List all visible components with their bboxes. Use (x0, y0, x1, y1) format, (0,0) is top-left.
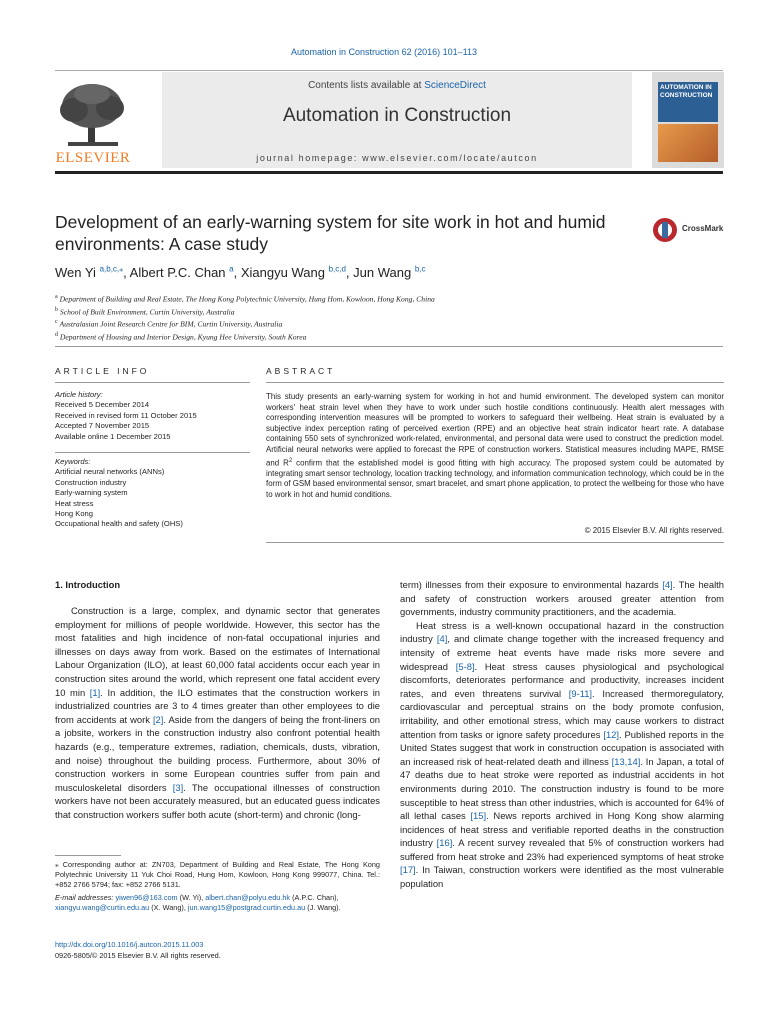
crossmark-icon (652, 216, 678, 244)
body-paragraph: Construction is a large, complex, and dynamic sector that generates employment for millions of people worldwide. However, this sector has the most fatalities and high incidence of non-fatal occupational injuries and illnesses on days away from work. Based on the estimates of International Labour Organization (ILO), at least 60,000 fatal accidents occur each year in construction sites around the world, which represent one fatal accident every 10 min [1]. In addition, the ILO estimates that the construction workers in industrialized countries are 3 to 4 times greater than other employees to die from accidents at work [2]. Aside from the dangers of being the front-liners on a jobsite, workers in the construction industry also confront potential health hazards (e.g., temperature extremes, radiation, chemicals, dusts, vibration, and noise) throughout the building process. Furthermore, about 30% of construction workers in some European countries suffer from pain and musculoskeletal disorders [3]. The occupational illnesses of construction workers have not been accurately measured, but an educated guess indicates that construction workers suffer both acute (short-term) and chronic (long- (55, 605, 381, 820)
citation-link[interactable]: [17] (400, 864, 416, 876)
body-paragraph: Heat stress is a well-known occupational hazard in the construction industry [4], and climate change together with the increased frequency and intensity of extreme heat events have made risks more severe and widespread [5-8]. Heat stress causes physiological and psychological discomforts, deteriorates performance and productivity, increases incident rates, and even threatens survival [9-11]. Increased thermoregulatory, cardiovascular and perceptual strains on the body promote confusion, irritability, and other emotional stress, which may cause workers to distract attention from tasks or ignore safety procedures [12]. Published reports in the United States suggest that work in construction occupation is associated with an increased risk of heat-related death and illness [13,14]. In Japan, a total of 47 deaths due to heat stroke were reported as industrial accidents in hot environments during 2010. The construction industry is found to be more susceptible to heat stress than other industries, which is accounted for 64% of all lethal cases [15]. News reports archived in Hong Kong show alarming incidences of heat stress and verifiable reported deaths in the construction industry [16]. A recent survey revealed that 5% of construction workers had suffered from heat stroke and 23% had experienced symptoms of heat stroke [17]. In Taiwan, construction workers were identified as the most vulnerable population (400, 619, 724, 890)
header-bottom-rule (55, 171, 723, 174)
abstract-bottom-rule (266, 542, 724, 543)
affiliations (55, 292, 723, 343)
elsevier-wordmark: ELSEVIER (55, 150, 131, 166)
body-paragraph: term) illnesses from their exposure to environmental hazards [4]. The health and safety of construction workers aroused greater attention from governments, industry community practitioners, and the academia. (400, 579, 725, 618)
citation-link[interactable]: [9-11] (568, 687, 593, 699)
email-footnote: E-mail addresses: yiwen96@163.com (W. Yi), albert.chan@polyu.edu.hk (A.P.C. Chan), xiangyu.wang@curtin.edu.au (X. Wang), jun.wang15@postgrad.curtin.edu.au (J. Wang). (55, 893, 341, 912)
elsevier-logo (52, 78, 134, 168)
history-item: Received in revised form 11 October 2015 (55, 410, 197, 420)
keyword: Construction industry (55, 477, 127, 487)
sciencedirect-link[interactable]: ScienceDirect (424, 80, 486, 91)
keyword: Early-warning system (55, 488, 128, 498)
citation-link[interactable]: [15] (470, 810, 487, 822)
doi-link[interactable]: http://dx.doi.org/10.1016/j.autcon.2015.11.003 (55, 940, 204, 949)
journal-homepage[interactable]: journal homepage: www.elsevier.com/locate/autcon (256, 153, 538, 163)
cover-title: AUTOMATION IN CONSTRUCTION (660, 84, 713, 99)
citation-link[interactable]: [13,14] (611, 755, 641, 767)
header-top-rule (55, 70, 723, 71)
author[interactable]: Xiangyu Wang $^{b,c,d}$, (240, 265, 354, 281)
email-link[interactable]: albert.chan@polyu.edu.hk (205, 893, 291, 902)
article-info-rule (55, 382, 250, 383)
crossmark-badge[interactable] (652, 216, 732, 244)
keywords-rule (55, 452, 250, 453)
citation-link[interactable]: [4] (436, 633, 448, 645)
author[interactable]: Albert P.C. Chan $^a$, (129, 265, 241, 281)
history-item: Available online 1 December 2015 (55, 431, 171, 441)
crossmark-label: CrossMark (682, 224, 724, 233)
citation-link[interactable]: [3] (172, 781, 184, 793)
citation-link[interactable]: [5-8] (455, 660, 475, 672)
corresponding-star: ⁎ (119, 265, 124, 274)
affiliation-rule (55, 346, 723, 347)
keyword: Artificial neural networks (ANNs) (55, 467, 165, 477)
affiliation: $^b$ School of Built Environment, Curtin University, Australia (55, 306, 235, 317)
article-history: Article history: Received 5 December 2014 Received in revised form 11 October 2015 Accepted 7 November 2015 Available online 1 December 2015 (55, 390, 255, 442)
journal-citation[interactable]: Automation in Construction 62 (2016) 101–113 (291, 47, 477, 57)
keywords: Keywords: Artificial neural networks (ANNs) Construction industry Early-warning system Heat stress Hong Kong Occupational health and safety (OHS) (55, 457, 255, 530)
abstract-text: This study presents an early-warning system for working in hot and humid environment. The developed system can monitor workers' heat strain level when they have to work under such hostile conditions continuously. Health alert messages with corresponding intervention measures will be prompted to workers to safeguard their wellbeing. Heat strain is evaluated by a subjective index perception rating of perceived exertion (RPE) and an objective heat strain indicator heart rate. A database containing 550 sets of synchronized work-related, environmental, and personal data were used to construct the prediction model. Artificial neural networks were applied to forecast the RPE of construction workers. Statistical measures including MAPE, RMSE and $R^2$ confirm that the established model is good fitting with high accuracy. The proposed system could be automated by integrating smart sensor technology, location tracking technology, and information communication technology, which could be in the form of GSM based environmental sensor, smart bracelet, and smart phone application, to protect the wellbeing for those who have to work in hot and humid conditions. (266, 392, 724, 499)
email-link[interactable]: xiangyu.wang@curtin.edu.au (55, 902, 150, 912)
body-column-left (55, 604, 380, 822)
body-column-right (400, 578, 724, 891)
email-link[interactable]: jun.wang15@postgrad.curtin.edu.au (187, 902, 306, 912)
author-list (55, 265, 426, 280)
email-link[interactable]: yiwen96@163.com (115, 893, 178, 902)
journal-cover-image (652, 72, 724, 168)
citation-link[interactable]: [12] (603, 728, 619, 740)
contents-list-line: Contents lists available at ScienceDirect (308, 80, 486, 91)
author[interactable]: Wen Yi $^{a,b,c,⁎}$, (55, 265, 130, 281)
citation-link[interactable]: [4] (662, 579, 673, 590)
affiliation: $^a$ Department of Building and Real Estate, The Hong Kong Polytechnic University, Hung Hom, Kowloon, Hong Kong, China (55, 294, 435, 304)
history-item: Received 5 December 2014 (55, 400, 150, 410)
keyword: Occupational health and safety (OHS) (55, 519, 183, 529)
cover-art (658, 124, 718, 162)
keyword: Hong Kong (55, 509, 93, 519)
abstract-heading: ABSTRACT (266, 366, 336, 376)
corresponding-author-footnote: ⁎ Corresponding author at: ZN703, Department of Building and Real Estate, The Hong Kong Polytechnic University 11 Yuk Choi Road, Hung Hom, Kowloon, Hong Kong 999077, China. Tel.: +852 2766 5794; fax: +852 2766 5131. (55, 860, 380, 889)
issn-line: 0926-5805/© 2015 Elsevier B.V. All rights reserved. (55, 951, 221, 960)
journal-name: Automation in Construction (282, 105, 512, 126)
citation-link[interactable]: [1] (89, 686, 101, 698)
footnote-rule (55, 855, 121, 856)
author[interactable]: Jun Wang $^{b,c}$ (353, 265, 426, 281)
abstract-rule (266, 382, 724, 383)
history-item: Accepted 7 November 2015 (55, 421, 150, 431)
keyword: Heat stress (55, 498, 94, 508)
section-heading-introduction: 1. Introduction (55, 579, 121, 590)
affiliation: $^d$ Department of Housing and Interior Design, Kyung Hee University, South Korea (55, 332, 307, 342)
citation-link[interactable]: [16] (436, 837, 453, 849)
article-info-heading: ARTICLE INFO (55, 366, 150, 376)
article-title: Development of an early-warning system for site work in hot and humid environments: A case study (55, 212, 606, 254)
affiliation: $^c$ Australasian Joint Research Centre for BIM, Curtin University, Australia (55, 319, 283, 329)
abstract-copyright: © 2015 Elsevier B.V. All rights reserved. (584, 526, 724, 535)
citation-link[interactable]: [2] (152, 713, 164, 725)
